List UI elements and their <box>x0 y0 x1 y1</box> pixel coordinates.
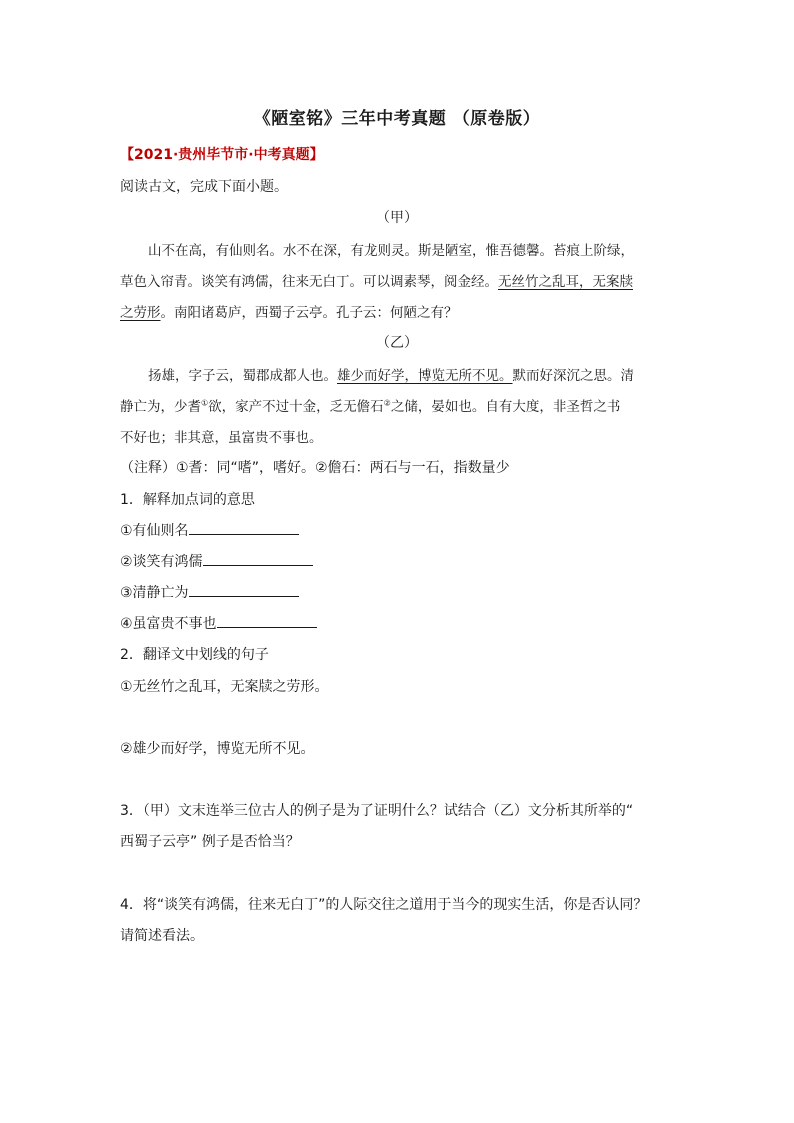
q1-item <box>120 551 313 571</box>
passage-a-text: 山不在高，有仙则名。水不在深，有龙则灵。斯是陋室，惟吾德馨。苔痕上阶绿， <box>148 243 634 259</box>
passage-b-text: 之储，晏如也。自有大度，非圣哲之书 <box>390 399 621 415</box>
passage-a-label: （甲） <box>376 210 418 226</box>
instruction: 阅读古文，完成下面小题。 <box>120 179 288 195</box>
source-tag: 【2021·贵州毕节市·中考真题】 <box>120 147 324 163</box>
q1-item <box>120 613 317 633</box>
underlined-sentence: 无丝竹之乱耳，无案牍 <box>498 274 633 290</box>
answer-blank[interactable] <box>203 551 313 566</box>
question-3-line-1: 3．（甲）文末连举三位古人的例子是为了证明什么？试结合（乙）文分析其所举的“ <box>120 803 634 819</box>
passage-a-line-2 <box>120 270 680 290</box>
question-2-stem: 2．翻译文中划线的句子 <box>120 647 269 663</box>
question-3-line-2: 西蜀子云亭” 例子是否恰当？ <box>120 834 300 850</box>
note-marker: ② <box>383 398 391 408</box>
passage-b-line-3 <box>120 426 680 446</box>
q1-item-text: ④虽富贵不事也 <box>120 616 217 632</box>
q1-item-text: ③清静亡为 <box>120 585 189 601</box>
q2-item: ①无丝竹之乱耳，无案牍之劳形。 <box>120 679 329 695</box>
passage-a-text: 草色入帘青。谈笑有鸿儒，往来无白丁。可以调素琴，阅金经。 <box>120 274 498 290</box>
q1-item-text: ②谈笑有鸿儒 <box>120 554 203 570</box>
answer-blank[interactable] <box>189 520 299 535</box>
page-title: 《陋室铭》三年中考真题 （原卷版） <box>253 109 541 129</box>
passage-b-line-1 <box>120 364 680 384</box>
underlined-sentence: 雄少而好学，博览无所不见。 <box>337 368 513 384</box>
q1-item <box>120 520 299 540</box>
q1-item-text: ①有仙则名 <box>120 523 189 539</box>
q1-item <box>120 582 299 602</box>
passage-a-line-1 <box>120 239 680 259</box>
question-4-line-1: 4．将“谈笑有鸿儒，往来无白丁”的人际交往之道用于当今的现实生活，你是否认同？ <box>120 897 648 913</box>
question-1-stem: 1．解释加点词的意思 <box>120 492 255 508</box>
question-4-line-2: 请简述看法。 <box>120 928 204 944</box>
note-marker: ① <box>201 398 209 408</box>
passage-b-text: 静亡为，少耆 <box>120 399 201 415</box>
passage-a-line-3 <box>120 301 680 321</box>
passage-b-line-2 <box>120 395 680 415</box>
passage-b-text: 扬雄，字子云，蜀郡成都人也。 <box>148 368 337 384</box>
answer-blank[interactable] <box>189 582 299 597</box>
passage-b-text: 默而好深沉之思。清 <box>512 368 634 384</box>
annotation-notes: （注释）①耆：同“嗜”，嗜好。②儋石：两石与一石，指数量少 <box>120 460 510 476</box>
passage-b-text: 不好也；非其意，虽富贵不事也。 <box>120 430 323 446</box>
underlined-sentence: 之劳形 <box>120 305 161 321</box>
passage-b-label: （乙） <box>376 335 418 351</box>
q2-item: ②雄少而好学，博览无所不见。 <box>120 741 315 757</box>
passage-a-text: 。南阳诸葛庐，西蜀子云亭。孔子云：何陋之有？ <box>160 305 458 321</box>
passage-b-text: 欲，家产不过十金，乏无儋石 <box>208 399 384 415</box>
answer-blank[interactable] <box>217 613 317 628</box>
